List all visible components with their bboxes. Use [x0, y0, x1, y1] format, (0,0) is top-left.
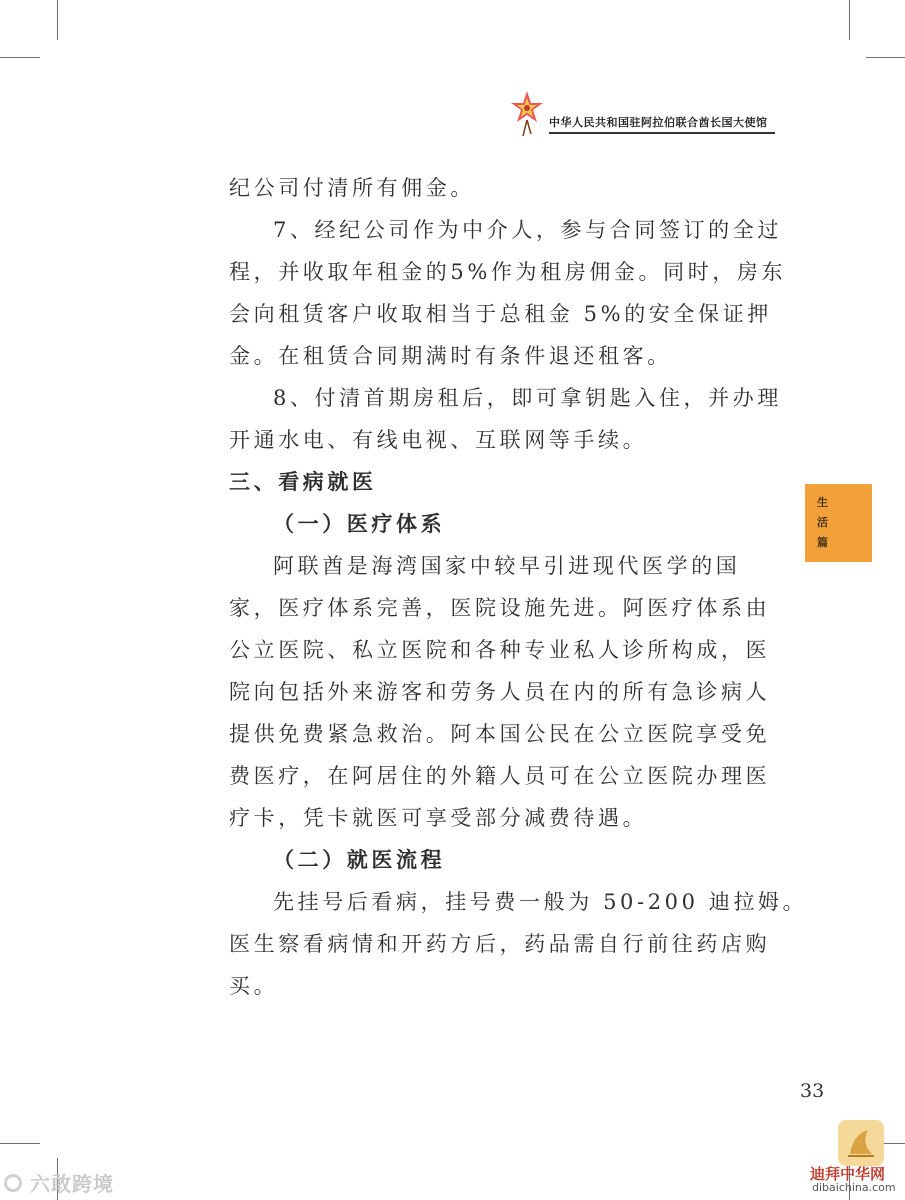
body-line: 8、付清首期房租后，即可拿钥匙入住，并办理	[273, 386, 782, 410]
header-title: 中华人民共和国驻阿拉伯联合酋长国大使馆	[549, 116, 768, 129]
side-tab-char: 生	[817, 496, 828, 509]
subsection-heading: （二）就医流程	[273, 847, 446, 872]
watermark-right-url: dibaichina.com	[812, 1181, 896, 1194]
watermark-left: 六敢跨境	[30, 1172, 114, 1196]
side-tab-char: 活	[817, 516, 828, 529]
body-line: 程，并收取年租金的5%作为租房佣金。同时，房东	[229, 260, 787, 284]
page-number: 33	[800, 1080, 825, 1102]
body-line: 阿联酋是海湾国家中较早引进现代医学的国	[273, 554, 741, 578]
side-tab-char: 篇	[817, 536, 828, 549]
body-line: 医生察看病情和开药方后，药品需自行前往药店购	[229, 932, 771, 956]
body-line: 公立医院、私立医院和各种专业私人诊所构成，医	[229, 638, 771, 662]
body-line: 开通水电、有线电视、互联网等手续。	[229, 428, 648, 452]
body-line: 会向租赁客户收取相当于总租金 5%的安全保证押	[229, 302, 772, 326]
dibaichina-logo-icon	[838, 1120, 884, 1166]
body-line: 纪公司付清所有佣金。	[229, 176, 475, 200]
body-line: 金。在租赁合同期满时有条件退还租客。	[229, 344, 672, 368]
body-line: 买。	[229, 974, 279, 998]
body-line: 提供免费紧急救治。阿本国公民在公立医院享受免	[229, 722, 771, 746]
section-heading: 三、看病就医	[229, 469, 377, 494]
body-line: 7、经纪公司作为中介人，参与合同签订的全过	[273, 218, 782, 242]
body-line: 费医疗，在阿居住的外籍人员可在公立医院办理医	[229, 764, 771, 788]
chapter-side-tab	[805, 484, 872, 562]
body-line: 家，医疗体系完善，医院设施先进。阿医疗体系由	[229, 596, 771, 620]
subsection-heading: （一）医疗体系	[273, 511, 446, 536]
body-line: 院向包括外来游客和劳务人员在内的所有急诊病人	[229, 680, 771, 704]
watermark-right-title: 迪拜中华网	[810, 1165, 886, 1183]
body-line: 先挂号后看病，挂号费一般为 50-200 迪拉姆。	[273, 890, 808, 914]
body-line: 疗卡，凭卡就医可享受部分减费待遇。	[229, 806, 648, 830]
